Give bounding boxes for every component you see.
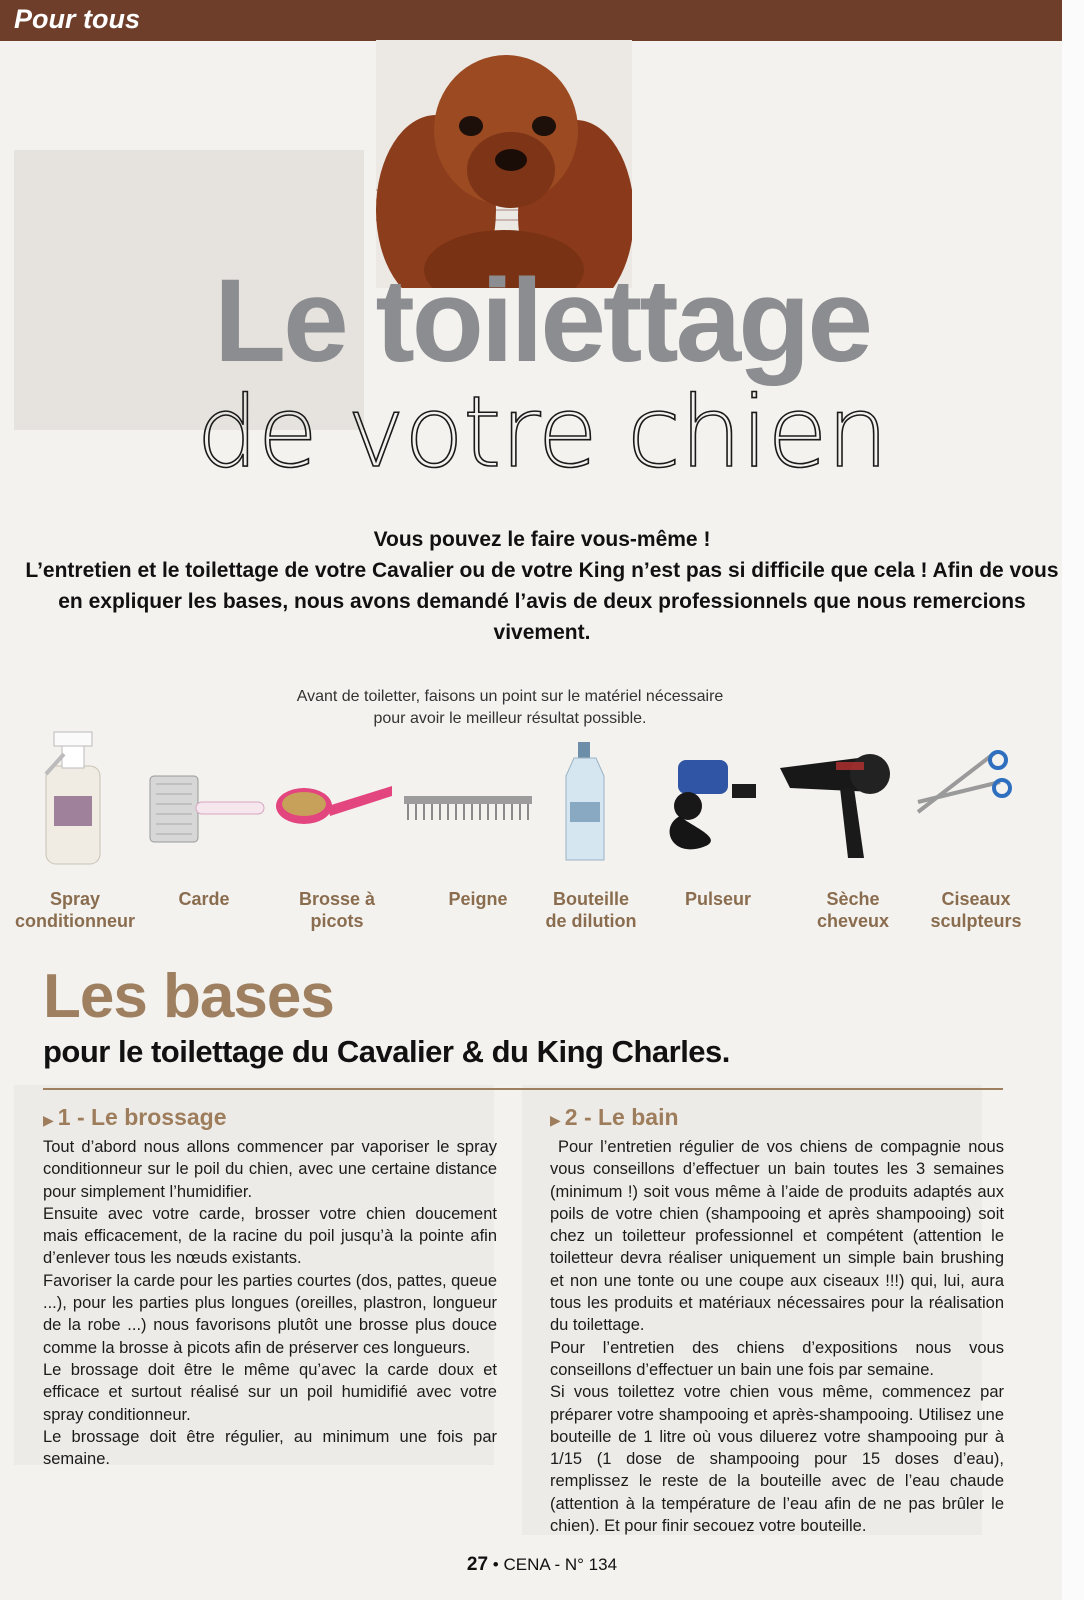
magazine-issue: CENA - N° 134: [503, 1555, 618, 1574]
tool-label-peigne: Peigne: [448, 889, 508, 909]
triangle-bullet-icon: ▶: [43, 1112, 54, 1128]
tool-label-bouteille: Bouteille de dilution: [545, 889, 637, 931]
section-header-bar: [0, 0, 1084, 41]
section-bain-title: ▶ 2 - Le bain: [550, 1104, 679, 1130]
comb-icon: [404, 794, 534, 822]
intro-lead: Vous pouvez le faire vous-même !: [373, 528, 711, 551]
materials-intro-line1: Avant de toiletter, faisons un point sur le matériel nécessaire: [296, 688, 724, 705]
tool-label-spray: Spray conditionneur: [15, 889, 135, 931]
dilution-bottle-icon: [560, 742, 610, 864]
paragraph: Pour l’entretien régulier de vos chiens de compagnie nous vous conseillons d’effectuer un bain toutes les 3 semaines (minimum !) soit vous même à l’aide de produits adaptés aux poils de votre chien (shampooing et après shampooing) soit chez un toiletteur professionnel et compétent (attention le toiletteur devra réaliser uniquement un simple bain brushing et non une tonte ou une coupe aux ciseaux !!!) qui, lui, aura tous les produits et matériaux nécessaires pour la réalisation du toilettage.: [550, 1138, 1004, 1335]
intro-block: [20, 524, 1064, 648]
scissors-icon: [914, 742, 1012, 826]
tool-label-carde: Carde: [178, 889, 230, 909]
page-edge: [1062, 0, 1084, 1600]
section-brossage-title: ▶ 1 - Le brossage: [43, 1104, 227, 1130]
page-footer: [0, 1554, 1084, 1576]
bases-heading: Les bases: [43, 962, 334, 1031]
paragraph: Ensuite avec votre carde, brosser votre chien doucement mais efficacement, de la racine du poil jusqu’à la pointe afin d’enlever tous les nœuds existants.: [43, 1204, 497, 1268]
paragraph: Favoriser la carde pour les parties courtes (dos, pattes, queue ...), pour les parties plus longues (oreilles, plastron, longueur de la robe ...) nous favorisons plutôt une brosse plus douce comme la brosse à picots afin de préserver ces longueurs.: [43, 1271, 497, 1357]
section-divider: [43, 1088, 1003, 1090]
paragraph: Le brossage doit être le même qu’avec la carde doux et efficace et surtout réalisé sur un poil humidifié avec votre spray conditionneur.: [43, 1360, 497, 1424]
materials-intro-line2: pour avoir le meilleur résultat possible.: [373, 710, 647, 727]
tool-label-ciseaux: Ciseaux sculpteurs: [930, 889, 1022, 931]
tool-label-pulseur: Pulseur: [684, 889, 752, 909]
cavalier-dog-photo: [376, 40, 632, 288]
bases-subheading: pour le toilettage du Cavalier & du King Charles.: [43, 1034, 730, 1069]
article-subtitle: de votre chien: [196, 376, 888, 490]
tool-label-brosse: Brosse à picots: [298, 889, 376, 931]
paragraph: Le brossage doit être régulier, au minimum une fois par semaine.: [43, 1427, 497, 1469]
triangle-bullet-icon: ▶: [550, 1112, 561, 1128]
section-bain: [550, 1104, 1004, 1537]
hair-dryer-icon: [774, 748, 896, 862]
tool-label-seche: Sèche cheveux: [816, 889, 890, 931]
paragraph: Si vous toilettez votre chien vous même, commencez par préparer votre shampooing et après-shampooing. Utilisez une bouteille de 1 litre où vous diluerez votre shampooing pur à 1/15 (1 dose de shampooing pour 15 doses d’eau), remplissez le reste de la bouteille avec de l’eau chaude (attention à la température de l’eau afin de ne pas brûler le chien). Et pour finir secouez votre bouteille.: [550, 1383, 1004, 1536]
paragraph: Tout d’abord nous allons commencer par vaporiser le spray conditionneur sur le poil du chien, avec une certaine distance pour simplement l’humidifier.: [43, 1138, 497, 1201]
intro-body: L’entretien et le toilettage de votre Cavalier ou de votre King n’est pas si difficile que cela ! Afin de vous en expliquer les bases, nous avons demandé l’avis de deux professionnels que nous remercions vivement.: [25, 559, 1059, 644]
section-label: Pour tous: [14, 4, 140, 34]
article-title: Le toilettage: [214, 255, 870, 387]
blower-icon: [650, 756, 762, 858]
spray-bottle-icon: [40, 726, 106, 866]
paragraph: Pour l’entretien des chiens d’expositions nous vous conseillons d’effectuer un bain une fois par semaine.: [550, 1338, 1004, 1379]
page-number: 27: [466, 1554, 489, 1575]
pin-brush-icon: [274, 776, 394, 828]
slicker-brush-icon: [148, 770, 266, 850]
footer-separator: •: [492, 1555, 499, 1574]
section-brossage: [43, 1104, 497, 1470]
materials-intro: [0, 686, 1020, 730]
